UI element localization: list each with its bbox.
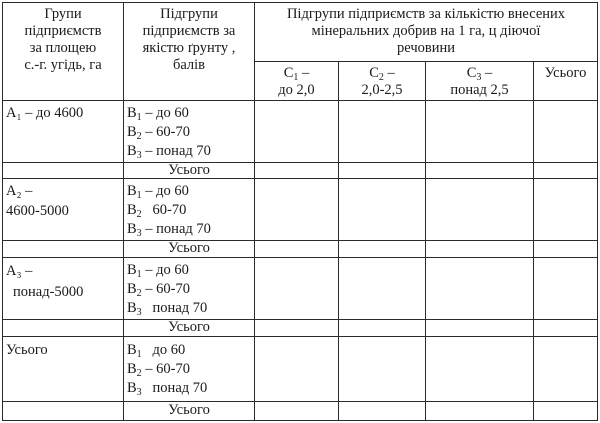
subgroup-text: – 60-70 <box>141 124 191 140</box>
subgroup-index: 3 <box>136 150 142 161</box>
row-line <box>2 336 598 337</box>
subgroup-index: 2 <box>136 209 142 220</box>
subgroup-index: 3 <box>136 228 142 239</box>
subgroup-total: Усього <box>168 240 210 256</box>
subgroup-text: понад 70 <box>141 300 208 316</box>
subheader-c3-index: 3 <box>476 72 482 83</box>
subheader-c3-letter: С <box>466 65 477 81</box>
subgroup-index: 1 <box>136 190 142 201</box>
subheader-c1 <box>255 65 338 82</box>
subheader-c2-letter: С <box>369 65 379 81</box>
subgroup-total: Усього <box>168 319 210 335</box>
subgroup-letter: В <box>127 361 137 377</box>
subgroup-letter: В <box>127 202 137 218</box>
row-line <box>2 319 598 320</box>
subgroup-text: 60-70 <box>141 202 187 218</box>
header-subgroup-line: Підгрупи <box>160 6 218 22</box>
row-line <box>2 240 598 241</box>
header-fertilizer-line: Підгрупи підприємств за кількістю внесених <box>286 6 566 22</box>
group-label: А₃ – <box>6 263 33 279</box>
group-label: 4600-5000 <box>6 203 69 219</box>
header-fertilizer-line: мінеральних добрив на 1 га, ц діючої <box>311 23 541 39</box>
subgroup-letter: В <box>127 221 137 237</box>
subheader-c2-range: 2,0-2,5 <box>361 82 403 98</box>
subgroup-letter: В <box>127 262 137 278</box>
subgroup-letter: В <box>127 342 137 358</box>
subheader-c1-letter: С <box>283 65 294 81</box>
subgroup-item <box>127 143 211 160</box>
subgroup-index: 3 <box>136 307 142 318</box>
col-line <box>425 61 426 420</box>
subgroup-item <box>127 300 207 317</box>
subheader-c2 <box>339 65 425 82</box>
subgroup-item <box>127 380 207 397</box>
subheader-c3-range: понад 2,5 <box>450 82 509 98</box>
subgroup-item <box>127 202 186 219</box>
header-subdivider <box>254 61 598 62</box>
col-line <box>338 61 339 420</box>
subgroup-text: понад 70 <box>141 380 208 396</box>
subgroup-letter: В <box>127 105 137 121</box>
subheader-total: Усього <box>544 65 587 81</box>
subheader-c3 <box>426 65 533 82</box>
row-line <box>2 162 598 163</box>
header-bottom-line <box>2 100 598 101</box>
subgroup-letter: В <box>127 300 137 316</box>
group-label: А₂ – <box>6 183 33 199</box>
subgroup-text: – понад 70 <box>141 143 211 159</box>
group-label: понад-5000 <box>13 284 84 300</box>
table-border-right <box>597 2 598 420</box>
group-label: Усього <box>6 342 48 358</box>
subgroup-item <box>127 221 211 238</box>
subgroup-letter: В <box>127 281 137 297</box>
row-line <box>2 178 598 179</box>
subgroup-item <box>127 105 189 122</box>
subgroup-item <box>127 342 185 359</box>
subgroup-index: 2 <box>136 131 142 142</box>
table-border-bottom <box>2 420 598 421</box>
subgroup-item <box>127 262 189 279</box>
table-border-top <box>2 2 598 3</box>
header-group-line: за площею <box>29 40 97 56</box>
header-group-line: с.-г. угідь, га <box>24 57 102 73</box>
subgroup-letter: В <box>127 380 137 396</box>
subgroup-index: 2 <box>136 368 142 379</box>
subheader-c3-suffix: – <box>481 65 493 81</box>
subgroup-index: 2 <box>136 288 142 299</box>
subheader-c2-suffix: – <box>383 65 395 81</box>
subgroup-text: до 60 <box>141 342 186 358</box>
subgroup-index: 3 <box>136 387 142 398</box>
subgroup-letter: В <box>127 143 137 159</box>
header-group-line: підприємств <box>24 23 102 39</box>
subgroup-index: 1 <box>136 112 142 123</box>
header-subgroup-line: якістю ґрунту , <box>142 40 236 56</box>
subgroup-text: – понад 70 <box>141 221 211 237</box>
header-group-line: Групи <box>44 6 82 22</box>
header-subgroup-line: балів <box>172 57 206 73</box>
subgroup-text: – до 60 <box>141 262 189 278</box>
row-line <box>2 257 598 258</box>
subgroup-index: 1 <box>136 349 142 360</box>
subgroup-total: Усього <box>168 162 210 178</box>
subgroup-item <box>127 183 189 200</box>
subheader-c2-index: 2 <box>378 72 384 83</box>
col-line <box>533 61 534 420</box>
subgroup-item <box>127 124 190 141</box>
subgroup-item <box>127 361 190 378</box>
header-fertilizer-line: речовини <box>397 40 455 56</box>
subheader-c1-suffix: – <box>298 65 310 81</box>
subheader-c1-index: 1 <box>293 72 299 83</box>
subgroup-text: – до 60 <box>141 105 189 121</box>
subgroup-text: – 60-70 <box>141 281 191 297</box>
header-subgroup-line: підприємств за <box>142 23 236 39</box>
subgroup-item <box>127 281 190 298</box>
subgroup-letter: В <box>127 124 137 140</box>
subgroup-total: Усього <box>168 402 210 418</box>
subgroup-letter: В <box>127 183 137 199</box>
row-line <box>2 401 598 402</box>
subheader-c1-range: до 2,0 <box>278 82 315 98</box>
subgroup-index: 1 <box>136 269 142 280</box>
subgroup-text: – 60-70 <box>141 361 191 377</box>
group-label: А₁ – до 4600 <box>6 105 84 121</box>
subgroup-text: – до 60 <box>141 183 189 199</box>
